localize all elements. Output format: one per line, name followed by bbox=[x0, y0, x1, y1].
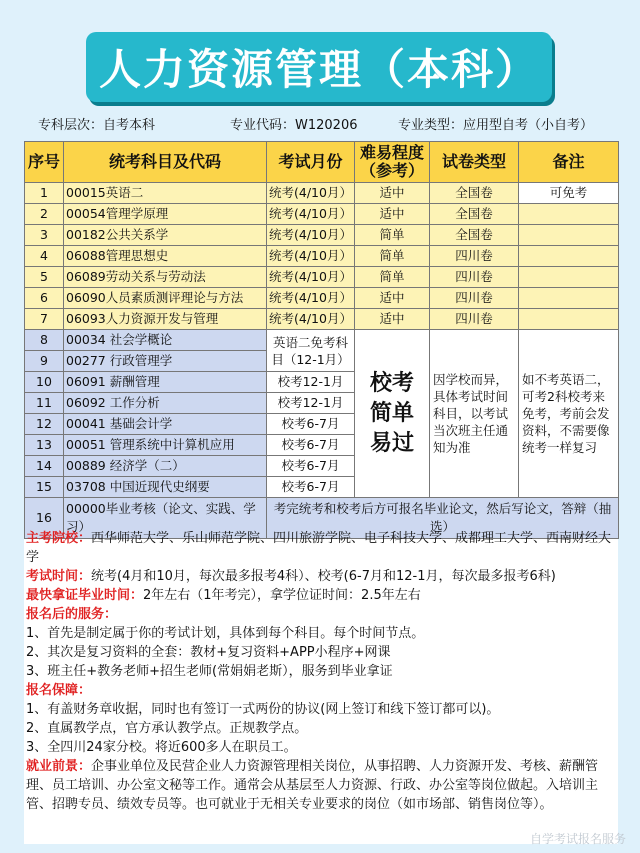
row-difficulty: 适中 bbox=[355, 288, 430, 309]
row-subject: 06088管理思想史 bbox=[64, 246, 267, 267]
row-month: 校考6-7月 bbox=[267, 456, 355, 477]
table-row bbox=[25, 288, 619, 309]
row-num: 5 bbox=[25, 267, 64, 288]
row-subject: 00015英语二 bbox=[64, 183, 267, 204]
row-difficulty: 简单 bbox=[355, 225, 430, 246]
row-month: 统考(4/10月） bbox=[267, 246, 355, 267]
course-table bbox=[24, 141, 619, 539]
row-num: 14 bbox=[25, 456, 64, 477]
row-paper: 四川卷 bbox=[430, 309, 519, 330]
notes-time bbox=[26, 567, 620, 586]
row-month: 统考(4/10月） bbox=[267, 225, 355, 246]
guarantee-item: 2、直属教学点，官方承认教学点。正规教学点。 bbox=[26, 721, 308, 736]
row-remark: 可免考 bbox=[519, 183, 619, 204]
row-num: 2 bbox=[25, 204, 64, 225]
row-month: 校考12-1月 bbox=[267, 393, 355, 414]
time-text: 统考(4月和10月，每次最多报考4科）、校考(6-7月和12-1月，每次最多报考6科) bbox=[91, 569, 556, 584]
row-difficulty: 简单 bbox=[355, 267, 430, 288]
meta-row bbox=[0, 114, 640, 134]
row-num: 3 bbox=[25, 225, 64, 246]
career-text: 企事业单位及民营企业人力资源管理相关岗位，从事招聘、人力资源开发、考核、薪酬管理、员工培训、办公室文秘等工作。通常会从基层至人力资源、行政、办公室等岗位做起。入培训主管、招聘专员、绩效专员等。也可就业于无相关专业要求的岗位（如市场部、销售岗位等）。 bbox=[26, 759, 599, 812]
meta-level: 专科层次：自考本科 bbox=[38, 118, 156, 133]
row-16-description: 考完统考和校考后方可报名毕业论文，然后写论文，答辩（抽选） bbox=[267, 498, 619, 539]
row-subject: 00182公共关系学 bbox=[64, 225, 267, 246]
row-subject: 06090人员素质测评理论与方法 bbox=[64, 288, 267, 309]
row-num: 6 bbox=[25, 288, 64, 309]
row-difficulty: 简单 bbox=[355, 246, 430, 267]
school-difficulty: 校考简单易过 bbox=[355, 330, 430, 498]
row-paper: 全国卷 bbox=[430, 225, 519, 246]
content-card bbox=[24, 141, 618, 844]
row-num: 4 bbox=[25, 246, 64, 267]
fastest-label: 最快拿证毕业时间： bbox=[26, 588, 144, 603]
row-paper: 四川卷 bbox=[430, 267, 519, 288]
row-num: 12 bbox=[25, 414, 64, 435]
career-label: 就业前景： bbox=[26, 759, 92, 774]
service-item: 1、首先是制定属于你的考试计划，具体到每个科目。每个时间节点。 bbox=[26, 626, 425, 641]
row-month: 校考12-1月 bbox=[267, 372, 355, 393]
row-month: 校考6-7月 bbox=[267, 435, 355, 456]
row-remark bbox=[519, 309, 619, 330]
row-num: 11 bbox=[25, 393, 64, 414]
row-subject: 06092 工作分析 bbox=[64, 393, 267, 414]
meta-type: 专业类型：应用型自考（小自考） bbox=[398, 118, 594, 133]
row-remark bbox=[519, 267, 619, 288]
header-cell: 统考科目及代码 bbox=[64, 142, 267, 183]
notes-fastest bbox=[26, 586, 620, 605]
row-subject: 00054管理学原理 bbox=[64, 204, 267, 225]
row-difficulty: 适中 bbox=[355, 183, 430, 204]
row-remark bbox=[519, 204, 619, 225]
watermark: 自学考试报名服务 bbox=[529, 832, 626, 846]
row-difficulty: 适中 bbox=[355, 204, 430, 225]
title-banner bbox=[86, 32, 552, 102]
guarantee-label: 报名保障： bbox=[26, 683, 92, 698]
table-row bbox=[25, 267, 619, 288]
schools-label: 主考院校： bbox=[26, 531, 92, 546]
page-title: 人力资源管理（本科） bbox=[98, 45, 539, 94]
row-subject: 00000毕业考核（论文、实践、学习） bbox=[64, 498, 267, 539]
row-month: 统考(4/10月） bbox=[267, 309, 355, 330]
row-month: 统考(4/10月） bbox=[267, 267, 355, 288]
table-header-row bbox=[25, 142, 619, 183]
table-row bbox=[25, 309, 619, 330]
table-row bbox=[25, 246, 619, 267]
row-subject: 00889 经济学（二） bbox=[64, 456, 267, 477]
notes-schools bbox=[26, 529, 620, 567]
row-subject: 06093人力资源开发与管理 bbox=[64, 309, 267, 330]
row-subject: 06091 薪酬管理 bbox=[64, 372, 267, 393]
row-paper: 全国卷 bbox=[430, 204, 519, 225]
service-label: 报名后的服务： bbox=[26, 607, 118, 622]
table-row bbox=[25, 330, 619, 351]
header-cell: 备注 bbox=[519, 142, 619, 183]
rows-8-9-month: 英语二免考科目（12-1月） bbox=[267, 330, 355, 372]
row-subject: 00041 基础会计学 bbox=[64, 414, 267, 435]
row-month: 统考(4/10月） bbox=[267, 288, 355, 309]
row-num: 16 bbox=[25, 498, 64, 539]
table-row bbox=[25, 183, 619, 204]
row-remark bbox=[519, 246, 619, 267]
row-paper: 四川卷 bbox=[430, 288, 519, 309]
guarantee-item: 3、全四川24家分校。将近600多人在职员工。 bbox=[26, 740, 297, 755]
row-subject: 00034 社会学概论 bbox=[64, 330, 267, 351]
row-num: 7 bbox=[25, 309, 64, 330]
row-num: 9 bbox=[25, 351, 64, 372]
row-num: 15 bbox=[25, 477, 64, 498]
time-label: 考试时间： bbox=[26, 569, 92, 584]
meta-code: 专业代码：W120206 bbox=[230, 118, 358, 133]
row-num: 8 bbox=[25, 330, 64, 351]
header-cell: 序号 bbox=[25, 142, 64, 183]
service-item: 3、班主任+教务老师+招生老师(常娟娟老斯），服务到毕业拿证 bbox=[26, 664, 393, 679]
table-row bbox=[25, 204, 619, 225]
row-num: 1 bbox=[25, 183, 64, 204]
school-remark: 如不考英语二，可考2科校考来免考，考前会发资料，不需要像统考一样复习 bbox=[519, 330, 619, 498]
row-remark bbox=[519, 225, 619, 246]
row-subject: 03708 中国近现代史纲要 bbox=[64, 477, 267, 498]
header-cell: 考试月份 bbox=[267, 142, 355, 183]
row-num: 10 bbox=[25, 372, 64, 393]
row-remark bbox=[519, 288, 619, 309]
row-num: 13 bbox=[25, 435, 64, 456]
notes-section bbox=[24, 529, 622, 814]
guarantee-item: 1、有盖财务章收据，同时也有签订一式两份的协议(网上签订和线下签订都可以)。 bbox=[26, 702, 500, 717]
service-item: 2、其次是复习资料的全套：教材+复习资料+APP小程序+网课 bbox=[26, 645, 391, 660]
row-month: 统考(4/10月） bbox=[267, 204, 355, 225]
table-row bbox=[25, 225, 619, 246]
row-paper: 全国卷 bbox=[430, 183, 519, 204]
row-month: 校考6-7月 bbox=[267, 414, 355, 435]
schools-text: 西华师范大学、乐山师范学院、四川旅游学院、电子科技大学、成都理工大学、西南财经大学 bbox=[26, 531, 612, 565]
row-paper: 四川卷 bbox=[430, 246, 519, 267]
row-subject: 00051 管理系统中计算机应用 bbox=[64, 435, 267, 456]
school-papers-note: 因学校而异，具体考试时间科目，以考试当次班主任通知为准 bbox=[430, 330, 519, 498]
header-cell: 难易程度（参考） bbox=[355, 142, 430, 183]
fastest-text: 2年左右（1年考完），拿学位证时间：2.5年左右 bbox=[143, 588, 421, 603]
row-month: 统考(4/10月） bbox=[267, 183, 355, 204]
row-subject: 00277 行政管理学 bbox=[64, 351, 267, 372]
row-subject: 06089劳动关系与劳动法 bbox=[64, 267, 267, 288]
header-cell: 试卷类型 bbox=[430, 142, 519, 183]
row-difficulty: 适中 bbox=[355, 309, 430, 330]
notes-career bbox=[26, 757, 620, 814]
row-month: 校考6-7月 bbox=[267, 477, 355, 498]
